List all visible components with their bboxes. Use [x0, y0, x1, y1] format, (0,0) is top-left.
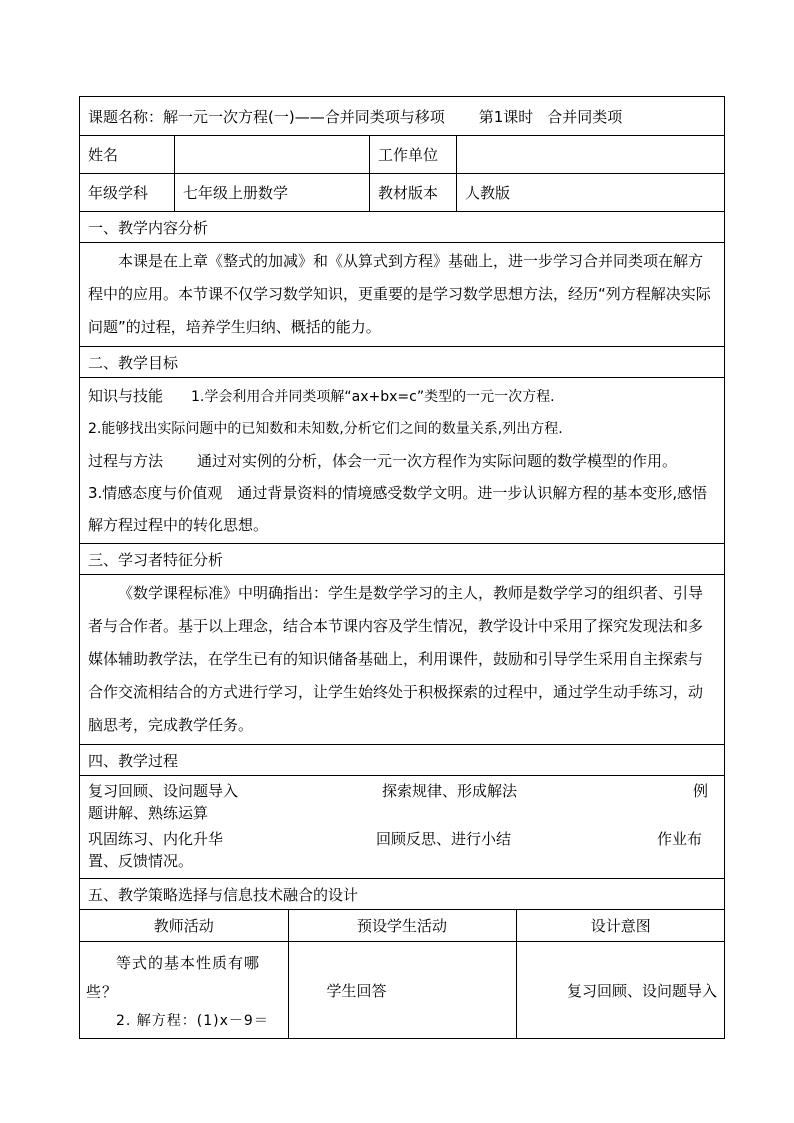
unit-label: 工作单位 — [370, 136, 457, 174]
header-teacher-activity: 教师活动 — [80, 910, 288, 942]
grade-value: 七年级上册数学 — [175, 174, 370, 212]
goal-process-text: 通过对实例的分析，体会一元一次方程作为实际问题的数学模型的作用。 — [197, 452, 678, 470]
process-title-row — [80, 745, 725, 776]
header-student-activity: 预设学生活动 — [288, 910, 516, 942]
process-step-example-a: 例 — [693, 782, 709, 800]
section-strategy-title: 五、教学策略选择与信息技术融合的设计 — [80, 879, 725, 910]
goals-text-row — [80, 378, 725, 544]
name-value — [175, 136, 370, 174]
goal-emotion: 3.情感态度与价值观 通过背景资料的情境感受数学文明。进一步认识解方程的基本变形,感悟解方程过程中的转化思想。 — [88, 484, 708, 534]
design-intent-cell: 复习回顾、设问题导入 — [516, 942, 725, 1039]
section-learner-text: 《数学课程标准》中明确指出：学生是数学学习的主人，教师是数学学习的组织者、引导者与合作者。基于以上理念，结合本节课内容及学生情况，教学设计中采用了探究发现法和多媒体辅助教学法，在学生已有的知识储备基础上，利用课件，鼓励和引导学生采用自主探索与合作交流相结合的方式进行学习，让学生始终处于积极探索的过程中，通过学生动手练习，动脑思考，完成教学任务。 — [80, 575, 725, 745]
content-text-row — [80, 243, 725, 347]
student-activity-cell: 学生回答 — [288, 942, 516, 1039]
strategy-table-cell — [80, 910, 725, 1039]
goal-knowledge-text: 1.学会利用合并同类项解“ax+bx=c”类型的一元一次方程. — [191, 389, 555, 405]
section-learner-title: 三、学习者特征分析 — [80, 544, 725, 575]
content-title-row — [80, 212, 725, 243]
process-step-practice: 巩固练习、内化升华 — [88, 830, 224, 848]
lesson-plan-table — [79, 96, 725, 1039]
strategy-body-row — [80, 942, 725, 1039]
section-process-title: 四、教学过程 — [80, 745, 725, 776]
process-step-review: 复习回顾、设问题导入 — [88, 782, 239, 800]
teacher-activity-line1: 等式的基本性质有哪 — [116, 953, 261, 972]
edition-value: 人教版 — [457, 174, 725, 212]
section-goals-body — [80, 378, 725, 544]
strategy-title-row — [80, 879, 725, 910]
process-step-homework-b: 置、反馈情况。 — [88, 852, 194, 870]
course-title-row — [80, 97, 725, 136]
section-content-title: 一、教学内容分析 — [80, 212, 725, 243]
course-label: 课题名称： — [88, 107, 164, 126]
grade-row — [80, 174, 725, 212]
lesson-number: 第1课时 — [478, 107, 534, 126]
edition-label: 教材版本 — [370, 174, 457, 212]
process-text-row — [80, 776, 725, 879]
process-step-example-b: 题讲解、熟练运算 — [88, 804, 209, 822]
strategy-header-row — [80, 910, 725, 942]
name-row — [80, 136, 725, 174]
section-goals-title: 二、教学目标 — [80, 347, 725, 378]
name-label: 姓名 — [80, 136, 175, 174]
strategy-table — [80, 910, 725, 1038]
goal-knowledge-label: 知识与技能 — [88, 387, 164, 405]
grade-label: 年级学科 — [80, 174, 175, 212]
goal-knowledge — [88, 380, 716, 413]
process-step-reflect: 回顾反思、进行小结 — [376, 830, 512, 848]
teacher-activity-cell — [80, 942, 288, 1039]
teacher-activity-line3: 2. 解方程：(1)x－9＝ — [116, 1012, 269, 1029]
learner-text-row — [80, 575, 725, 745]
lesson-topic: 合并同类项 — [547, 107, 623, 126]
learner-title-row — [80, 544, 725, 575]
goals-title-row — [80, 347, 725, 378]
header-design-intent: 设计意图 — [516, 910, 725, 942]
process-step-explore: 探索规律、形成解法 — [382, 782, 518, 800]
section-content-text: 本课是在上章《整式的加减》和《从算式到方程》基础上，进一步学习合并同类项在解方程中的应用。本节课不仅学习数学知识，更重要的是学习数学思想方法，经历“列方程解决实际问题”的过程，培养学生归纳、概括的能力。 — [80, 243, 725, 347]
course-title: 解一元一次方程(一)——合并同类项与移项 — [163, 107, 445, 126]
goal-process-label: 过程与方法 — [88, 452, 164, 470]
lesson-plan-page — [79, 96, 724, 1039]
strategy-table-row — [80, 910, 725, 1039]
course-title-cell — [80, 97, 725, 136]
unit-value — [457, 136, 725, 174]
goal-process — [88, 445, 716, 477]
teacher-activity-line2: 些？ — [86, 982, 119, 1001]
section-process-body — [80, 776, 725, 879]
process-step-homework-a: 作业布 — [657, 830, 703, 848]
goal-ability: 2.能够找出实际问题中的已知数和未知数,分析它们之间的数量关系,列出方程. — [88, 421, 563, 437]
